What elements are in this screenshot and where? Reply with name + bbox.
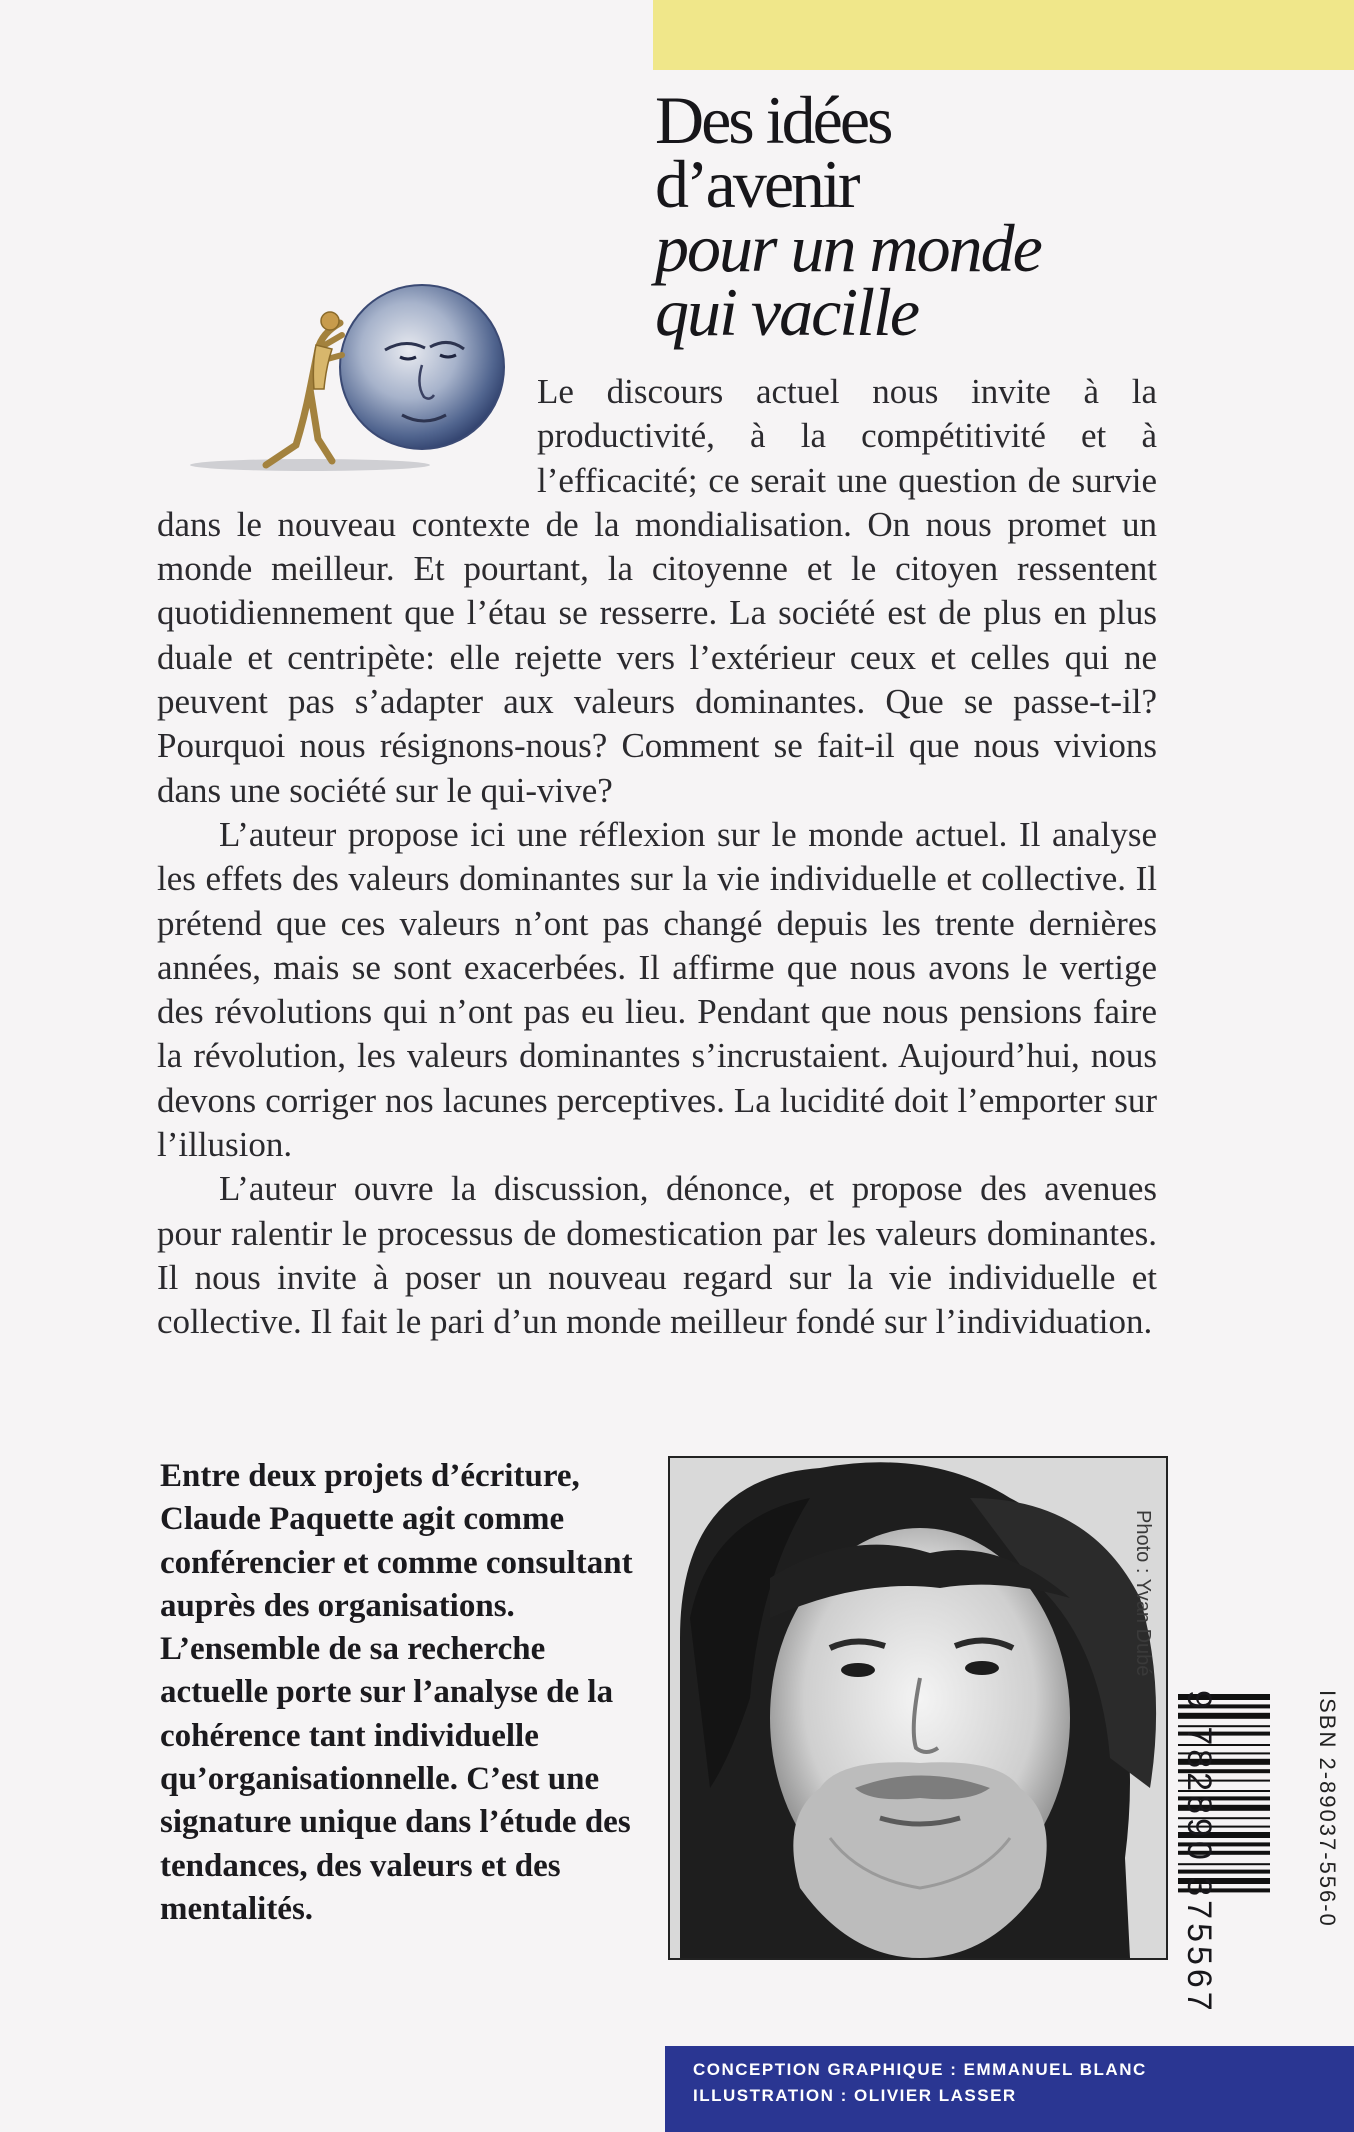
paragraph-1-text: Le discours actuel nous invite à la productivité, à la compétitivité et à l’efficacité; ce serait une question de survie dans le nouveau contexte de la mondialisation. On nous promet un monde meilleur. Et pourtant, la citoyenne et le citoyen ressentent quotidiennement que l’étau se resserre. La société est de plus en plus duale et centripète: elle rejette vers l’extérieur ceux et celles qui ne peuvent pas s’adapter aux valeurs dominantes. Que se passe-t-il? Pourquoi nous résignons-nous? Comment se fait-il que nous vivions dans une société sur le qui-vive? — [157, 372, 1157, 810]
subtitle-line-1: pour un monde — [655, 210, 1041, 286]
author-photo — [668, 1456, 1168, 1960]
credits-box — [665, 2046, 1354, 2132]
book-title — [655, 82, 1295, 350]
photo-credit: Photo : Yvan Dubé — [1132, 1510, 1154, 1677]
credit-illustration: ILLUSTRATION : OLIVIER LASSER — [693, 2086, 1017, 2105]
title-line-2: d’avenir — [655, 146, 858, 222]
subtitle-line-2: qui vacille — [655, 274, 919, 350]
paragraph-2: L’auteur propose ici une réflexion sur le monde actuel. Il analyse les effets des valeurs dominantes sur la vie individuelle et collective. Il prétend que ces valeurs n’ont pas changé depuis les trente dernières années, mais se sont exacerbées. Il affirme que nous avons le vertige des révolutions qui n’ont pas eu lieu. Pendant que nous pensions faire la révolution, les valeurs dominantes s’incrustaient. Aujourd’hui, nous devons corriger nos lacunes perceptives. La lucidité doit l’emporter sur l’illusion. — [157, 814, 1157, 1165]
paragraph-1 — [157, 370, 1157, 813]
barcode-digits: 9 782890 375567 — [1180, 1690, 1218, 2015]
back-cover-text — [157, 370, 1157, 1345]
paragraph-3: L’auteur ouvre la discussion, dénonce, et propose des avenues pour ralentir le processus de domestication par les valeurs dominantes. Il nous invite à poser un nouveau regard sur la vie individuelle et collective. Il fait le pari d’un monde meilleur fondé sur l’individuation. — [157, 1169, 1157, 1342]
author-bio: Entre deux projets d’écriture, Claude Paquette agit comme conférencier et comme consultant auprès des organisations. L’ensemble de sa recherche actuelle porte sur l’analyse de la cohérence tant individuelle qu’organisationnelle. C’est une signature unique dans l’étude des tendances, des valeurs et des mentalités. — [160, 1458, 633, 1927]
credit-design: CONCEPTION GRAPHIQUE : EMMANUEL BLANC — [693, 2060, 1147, 2079]
top-yellow-band — [653, 0, 1354, 70]
title-line-1: Des idées — [655, 82, 891, 158]
isbn-number: ISBN 2-89037-556-0 — [1315, 1690, 1340, 1928]
